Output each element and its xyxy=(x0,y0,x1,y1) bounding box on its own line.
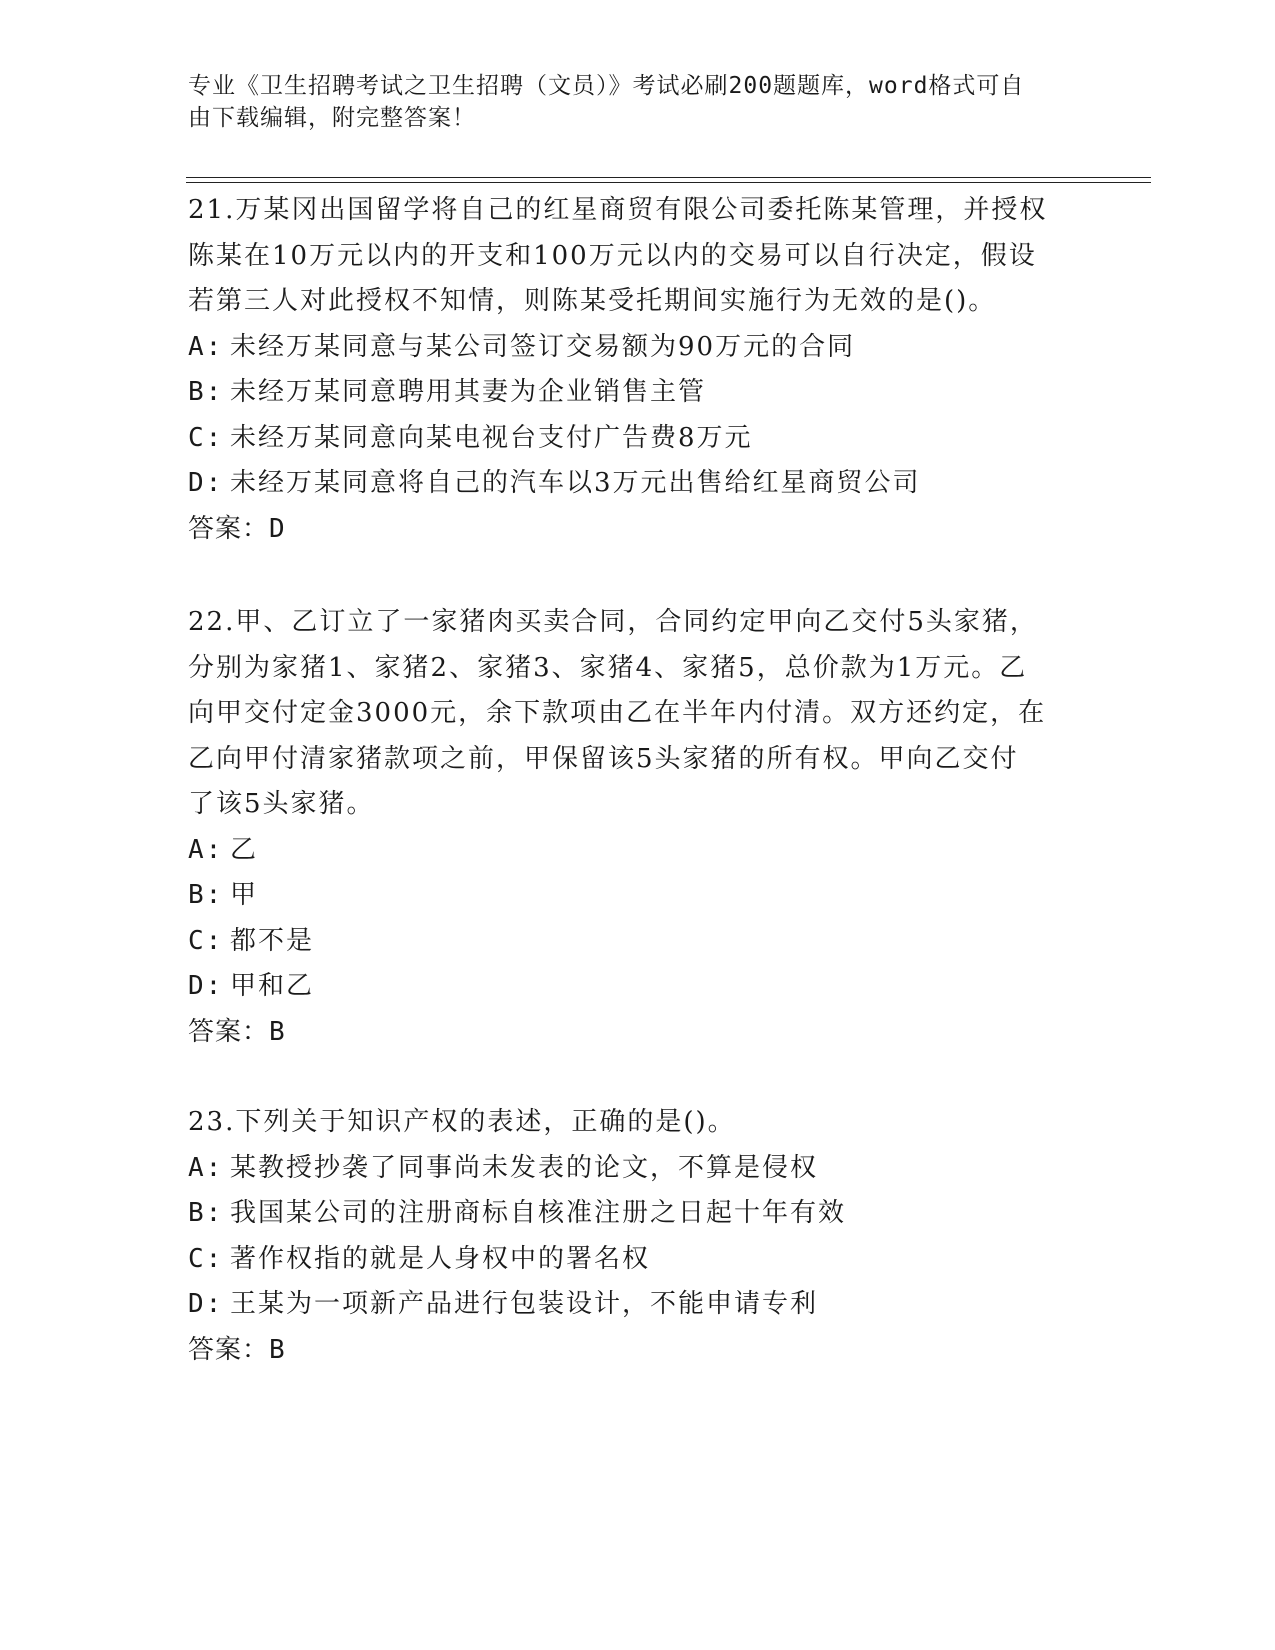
option-text: 都不是 xyxy=(230,925,315,956)
option-a xyxy=(188,1146,1088,1192)
option-d xyxy=(188,1282,1088,1328)
answer-label: 答案： xyxy=(188,1334,270,1365)
option-c xyxy=(188,919,1088,965)
option-label: B: xyxy=(188,880,224,910)
option-text: 某教授抄袭了同事尚未发表的论文，不算是侵权 xyxy=(230,1152,819,1183)
option-c xyxy=(188,1237,1088,1283)
question-stem-line: 23.下列关于知识产权的表述，正确的是()。 xyxy=(188,1107,736,1137)
question-stem-line: 陈某在10万元以内的开支和100万元以内的交易可以自行决定，假设 xyxy=(188,240,1037,271)
option-text: 甲 xyxy=(230,880,259,910)
option-text: 我国某公司的注册商标自核准注册之日起十年有效 xyxy=(230,1198,847,1228)
option-text: 著作权指的就是人身权中的署名权 xyxy=(230,1243,651,1274)
question-stem-line: 若第三人对此授权不知情，则陈某受托期间实施行为无效的是()。 xyxy=(188,286,997,316)
question-22 xyxy=(188,600,1088,1055)
answer-value: D xyxy=(269,513,286,544)
question-stem-line: 乙向甲付清家猪款项之前，甲保留该5头家猪的所有权。甲向乙交付 xyxy=(188,743,1019,774)
option-text: 甲和乙 xyxy=(230,971,315,1001)
answer-label: 答案： xyxy=(188,1016,270,1047)
option-label: A: xyxy=(188,1152,224,1183)
answer-line xyxy=(188,507,1088,553)
question-21 xyxy=(188,188,1088,552)
option-a xyxy=(188,828,1088,874)
option-a xyxy=(188,325,1088,371)
option-label: B: xyxy=(188,377,224,407)
option-d xyxy=(188,964,1088,1010)
answer-line xyxy=(188,1328,1088,1374)
option-text: 未经万某同意将自己的汽车以3万元出售给红星商贸公司 xyxy=(230,468,921,498)
option-label: D: xyxy=(188,971,224,1001)
question-stem-line: 分别为家猪1、家猪2、家猪3、家猪4、家猪5，总价款为1万元。乙 xyxy=(188,652,1028,683)
question-stem-line: 21.万某冈出国留学将自己的红星商贸有限公司委托陈某管理，并授权 xyxy=(188,195,1048,225)
option-label: C: xyxy=(188,422,224,453)
question-stem-line: 向甲交付定金3000元，余下款项由乙在半年内付清。双方还约定，在 xyxy=(188,698,1047,728)
option-label: D: xyxy=(188,1289,224,1319)
question-23 xyxy=(188,1100,1088,1373)
option-b xyxy=(188,873,1088,919)
option-b xyxy=(188,370,1088,416)
option-text: 王某为一项新产品进行包装设计，不能申请专利 xyxy=(230,1289,819,1319)
answer-value: B xyxy=(269,1334,286,1365)
option-text: 乙 xyxy=(230,834,259,865)
option-label: D: xyxy=(188,468,224,498)
question-stem-line: 了该5头家猪。 xyxy=(188,789,375,819)
option-text: 未经万某同意聘用其妻为企业销售主管 xyxy=(230,377,707,407)
header-line-2: 由下载编辑，附完整答案！ xyxy=(188,105,476,131)
option-label: A: xyxy=(188,331,224,362)
question-stem-line: 22.甲、乙订立了一家猪肉买卖合同，合同约定甲向乙交付5头家猪， xyxy=(188,607,1038,637)
option-b xyxy=(188,1191,1088,1237)
option-text: 未经万某同意向某电视台支付广告费8万元 xyxy=(230,422,753,453)
option-label: A: xyxy=(188,834,224,865)
document-header xyxy=(188,70,1088,134)
header-divider-top xyxy=(186,177,1151,178)
option-c xyxy=(188,416,1088,462)
option-label: C: xyxy=(188,925,224,956)
option-d xyxy=(188,461,1088,507)
answer-label: 答案： xyxy=(188,513,270,544)
answer-line xyxy=(188,1010,1088,1056)
header-line-1: 专业《卫生招聘考试之卫生招聘（文员）》考试必刷200题题库，word格式可自 xyxy=(188,73,1025,99)
option-label: B: xyxy=(188,1198,224,1228)
header-divider-bottom xyxy=(186,182,1151,183)
option-label: C: xyxy=(188,1243,224,1274)
option-text: 未经万某同意与某公司签订交易额为90万元的合同 xyxy=(230,331,856,362)
answer-value: B xyxy=(269,1016,286,1047)
